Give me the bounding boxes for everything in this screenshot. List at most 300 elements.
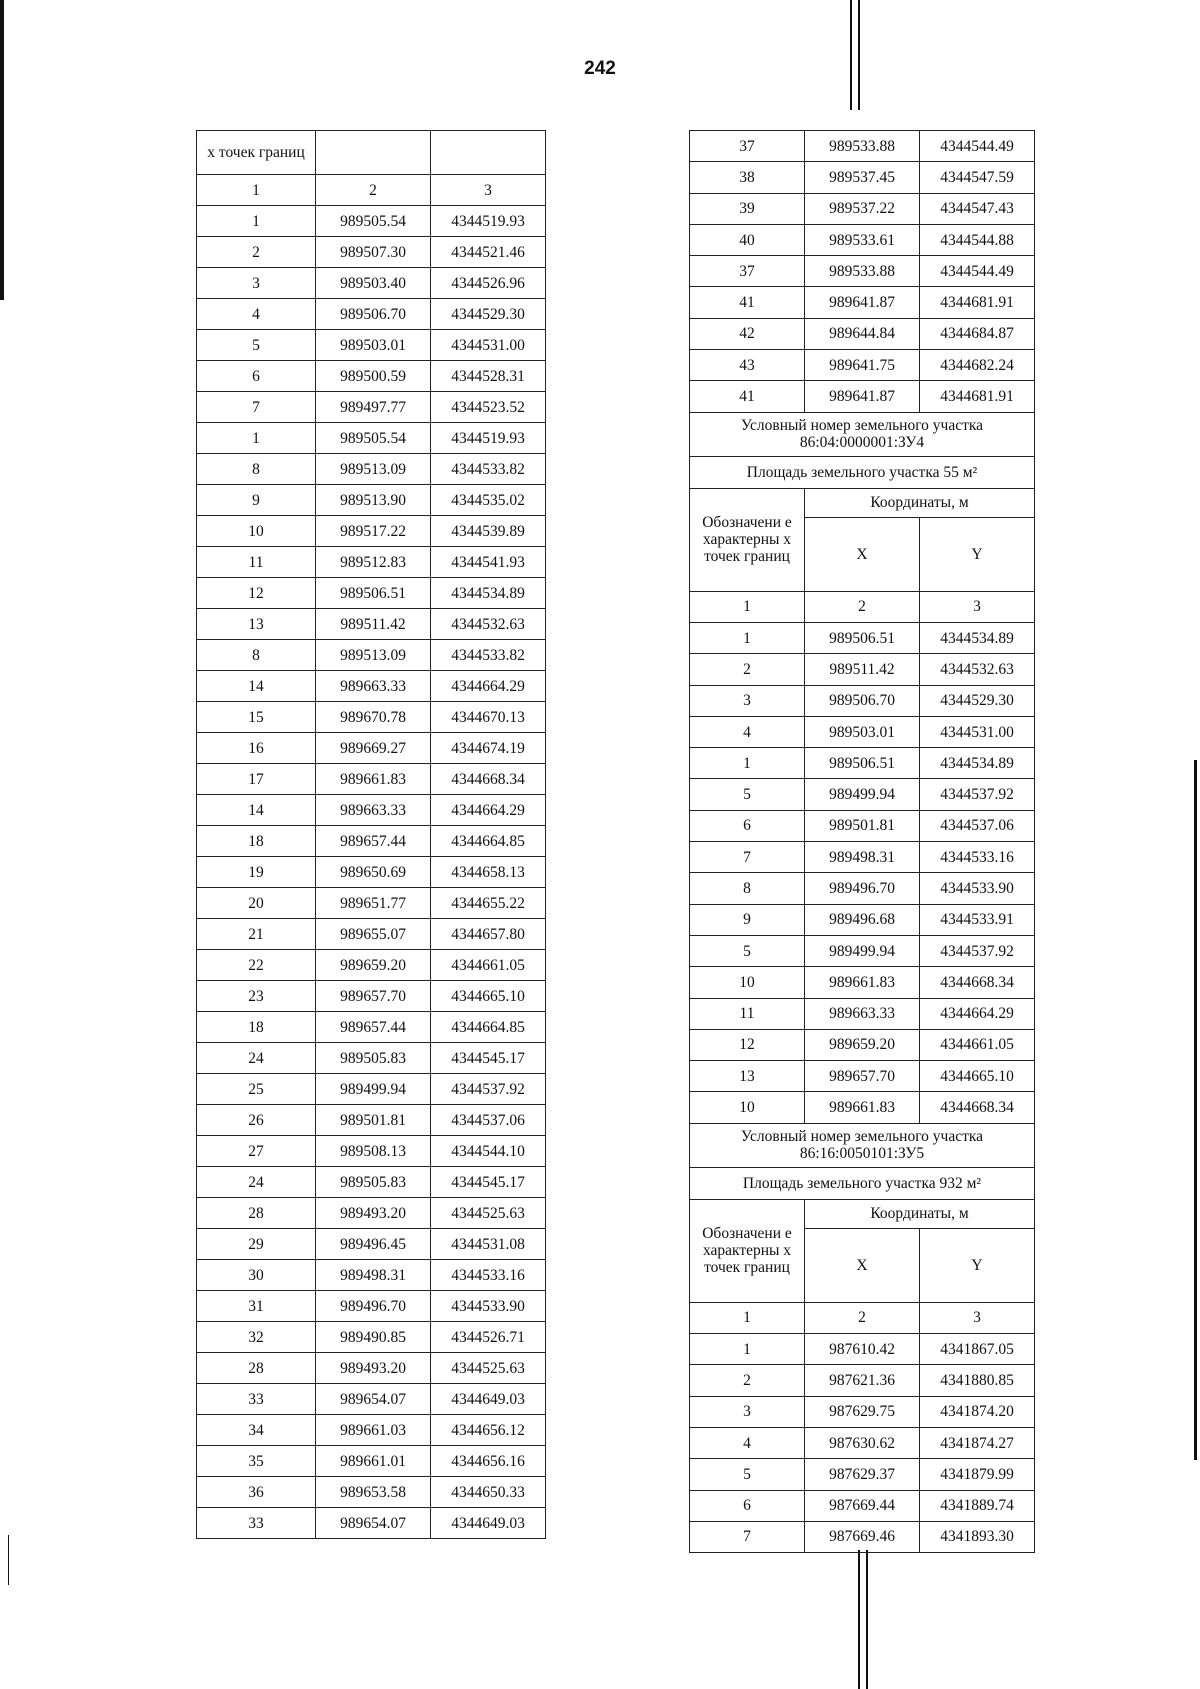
y-header-empty [431, 131, 546, 175]
point-number: 25 [197, 1074, 316, 1105]
table-row [197, 361, 546, 392]
table-row [690, 748, 1035, 779]
column-number: 1 [690, 591, 805, 622]
table-row [690, 350, 1035, 381]
point-number: 5 [690, 779, 805, 810]
x-coordinate: 989506.51 [316, 578, 431, 609]
y-coordinate: 4344532.63 [920, 654, 1035, 685]
y-coordinate: 4344533.90 [431, 1291, 546, 1322]
x-coordinate: 989641.75 [805, 350, 920, 381]
table-row [690, 1521, 1035, 1552]
parcel-area-row [690, 456, 1035, 488]
zu4-section-header [690, 412, 1035, 622]
point-designation-header: Обозначени е характерны х точек границ [690, 1199, 805, 1302]
x-coordinate: 989661.03 [316, 1415, 431, 1446]
table-row [197, 330, 546, 361]
x-coordinate: 989650.69 [316, 857, 431, 888]
point-number: 9 [197, 485, 316, 516]
table-row [197, 1415, 546, 1446]
table-row [690, 873, 1035, 904]
y-coordinate: 4341893.30 [920, 1521, 1035, 1552]
x-coordinate: 989496.70 [805, 873, 920, 904]
point-number: 4 [690, 1427, 805, 1458]
y-coordinate: 4344668.34 [920, 1092, 1035, 1123]
scan-binding-line [1194, 760, 1197, 1460]
x-coordinate: 989659.20 [805, 1029, 920, 1060]
table-row [197, 1105, 546, 1136]
y-coordinate: 4344531.00 [920, 716, 1035, 747]
table-row [197, 764, 546, 795]
y-coordinate: 4344649.03 [431, 1508, 546, 1539]
point-number: 6 [690, 1490, 805, 1521]
x-coordinate: 989496.70 [316, 1291, 431, 1322]
y-coordinate: 4344544.49 [920, 256, 1035, 287]
point-number: 4 [197, 299, 316, 330]
y-coordinate: 4344533.82 [431, 640, 546, 671]
y-coordinate: 4344537.92 [920, 935, 1035, 966]
table-row [690, 622, 1035, 653]
x-coordinate: 989657.70 [316, 981, 431, 1012]
x-coordinate: 989493.20 [316, 1353, 431, 1384]
table-row [690, 1029, 1035, 1060]
parcel-caption [690, 412, 1035, 456]
y-coordinate: 4344528.31 [431, 361, 546, 392]
parcel-area: Площадь земельного участка 932 м² [690, 1167, 1035, 1199]
point-number: 24 [197, 1043, 316, 1074]
y-coordinate: 4344544.49 [920, 131, 1035, 162]
x-coordinate: 987629.75 [805, 1396, 920, 1427]
y-coordinate: 4344545.17 [431, 1043, 546, 1074]
x-coordinate: 989506.70 [316, 299, 431, 330]
x-header: X [805, 517, 920, 591]
point-number: 38 [690, 162, 805, 193]
coordinates-header: Координаты, м [805, 1199, 1035, 1228]
y-coordinate: 4344533.16 [431, 1260, 546, 1291]
point-number: 36 [197, 1477, 316, 1508]
table-row [690, 1396, 1035, 1427]
point-number: 40 [690, 224, 805, 255]
x-coordinate: 989512.83 [316, 547, 431, 578]
x-coordinate: 989654.07 [316, 1508, 431, 1539]
x-coordinate: 989669.27 [316, 733, 431, 764]
x-coordinate: 989661.83 [805, 1092, 920, 1123]
point-number: 6 [197, 361, 316, 392]
scan-binding-line [858, 0, 860, 110]
y-coordinate: 4344664.29 [920, 998, 1035, 1029]
y-coordinate: 4341889.74 [920, 1490, 1035, 1521]
y-coordinate: 4344664.29 [431, 795, 546, 826]
y-coordinate: 4344532.63 [431, 609, 546, 640]
y-coordinate: 4344537.92 [920, 779, 1035, 810]
x-coordinate: 989661.83 [805, 967, 920, 998]
parcel-area: Площадь земельного участка 55 м² [690, 456, 1035, 488]
table-row [690, 904, 1035, 935]
y-coordinate: 4344665.10 [431, 981, 546, 1012]
right-top-rows [690, 131, 1035, 413]
x-coordinate: 987669.46 [805, 1521, 920, 1552]
x-coordinate: 989663.33 [316, 671, 431, 702]
parcel-cadastral-number: 86:16:0050101:ЗУ5 [799, 1145, 925, 1163]
zu5-rows [690, 1334, 1035, 1553]
x-coordinate: 989505.54 [316, 423, 431, 454]
table-row [197, 981, 546, 1012]
parcel-caption [690, 1123, 1035, 1167]
left-coordinates-table [196, 130, 546, 1539]
column-number-row [690, 591, 1035, 622]
point-number: 32 [197, 1322, 316, 1353]
y-coordinate: 4344661.05 [920, 1029, 1035, 1060]
y-coordinate: 4344537.06 [431, 1105, 546, 1136]
point-number: 6 [690, 810, 805, 841]
y-coordinate: 4344523.52 [431, 392, 546, 423]
x-coordinate: 989655.07 [316, 919, 431, 950]
point-number: 2 [690, 654, 805, 685]
y-coordinate: 4344541.93 [431, 547, 546, 578]
y-coordinate: 4344670.13 [431, 702, 546, 733]
table-row [197, 299, 546, 330]
parcel-area-row [690, 1167, 1035, 1199]
column-number: 3 [920, 591, 1035, 622]
point-number: 20 [197, 888, 316, 919]
x-coordinate: 989657.44 [316, 1012, 431, 1043]
y-coordinate: 4344533.90 [920, 873, 1035, 904]
table-row [197, 1043, 546, 1074]
table-row [197, 1446, 546, 1477]
column-number: 2 [805, 1302, 920, 1333]
x-coordinate: 989505.54 [316, 206, 431, 237]
x-coordinate: 989537.45 [805, 162, 920, 193]
table-row [197, 795, 546, 826]
point-number: 13 [690, 1061, 805, 1092]
scan-binding-line [8, 1535, 9, 1585]
table-row [197, 671, 546, 702]
table-row [197, 578, 546, 609]
y-coordinate: 4344531.00 [431, 330, 546, 361]
point-number: 10 [690, 967, 805, 998]
table-row [690, 810, 1035, 841]
y-coordinate: 4344664.85 [431, 826, 546, 857]
point-number: 1 [197, 423, 316, 454]
y-coordinate: 4344539.89 [431, 516, 546, 547]
point-number: 3 [690, 1396, 805, 1427]
point-number: 8 [197, 454, 316, 485]
x-coordinate: 989641.87 [805, 287, 920, 318]
y-coordinate: 4344529.30 [431, 299, 546, 330]
y-coordinate: 4344665.10 [920, 1061, 1035, 1092]
point-number: 10 [690, 1092, 805, 1123]
y-coordinate: 4344544.88 [920, 224, 1035, 255]
y-coordinate: 4344649.03 [431, 1384, 546, 1415]
table-row [690, 967, 1035, 998]
table-row [197, 454, 546, 485]
y-coordinate: 4344533.91 [920, 904, 1035, 935]
scan-binding-line [866, 1550, 868, 1689]
table-row [197, 485, 546, 516]
y-coordinate: 4344668.34 [431, 764, 546, 795]
point-number: 33 [197, 1508, 316, 1539]
x-coordinate: 989513.09 [316, 454, 431, 485]
coordinates-header: Координаты, м [805, 488, 1035, 517]
table-row [197, 1477, 546, 1508]
y-coordinate: 4344526.71 [431, 1322, 546, 1353]
x-coordinate: 989496.68 [805, 904, 920, 935]
x-coordinate: 989505.83 [316, 1043, 431, 1074]
y-coordinate: 4344525.63 [431, 1198, 546, 1229]
x-coordinate: 987669.44 [805, 1490, 920, 1521]
point-number: 30 [197, 1260, 316, 1291]
x-coordinate: 989663.33 [316, 795, 431, 826]
y-coordinate: 4341874.27 [920, 1427, 1035, 1458]
y-coordinate: 4341880.85 [920, 1365, 1035, 1396]
table-row [690, 716, 1035, 747]
table-row [690, 318, 1035, 349]
x-coordinate: 989499.94 [805, 935, 920, 966]
point-number: 39 [690, 193, 805, 224]
x-coordinate: 989670.78 [316, 702, 431, 733]
x-coordinate: 989499.94 [316, 1074, 431, 1105]
scan-binding-line [0, 0, 4, 300]
x-coordinate: 989657.44 [316, 826, 431, 857]
table-row [197, 392, 546, 423]
column-number: 1 [690, 1302, 805, 1333]
point-number: 2 [197, 237, 316, 268]
table-row [690, 654, 1035, 685]
point-number: 14 [197, 795, 316, 826]
point-number: 15 [197, 702, 316, 733]
x-coordinate: 989661.83 [316, 764, 431, 795]
point-number: 29 [197, 1229, 316, 1260]
point-number: 24 [197, 1167, 316, 1198]
column-number: 1 [197, 175, 316, 206]
y-header: Y [920, 517, 1035, 591]
x-coordinate: 989661.01 [316, 1446, 431, 1477]
x-coordinate: 989654.07 [316, 1384, 431, 1415]
x-coordinate: 989498.31 [316, 1260, 431, 1291]
x-coordinate: 989533.61 [805, 224, 920, 255]
x-coordinate: 989533.88 [805, 256, 920, 287]
point-number: 22 [197, 950, 316, 981]
x-coordinate: 989503.01 [805, 716, 920, 747]
point-number: 23 [197, 981, 316, 1012]
point-number: 41 [690, 381, 805, 412]
left-header-row [197, 131, 546, 175]
x-coordinate: 989651.77 [316, 888, 431, 919]
table-row [197, 516, 546, 547]
x-coordinate: 989513.90 [316, 485, 431, 516]
y-coordinate: 4344656.16 [431, 1446, 546, 1477]
x-coordinate: 989497.77 [316, 392, 431, 423]
page-number: 242 [584, 58, 616, 79]
scan-binding-line [850, 0, 852, 110]
point-number: 11 [197, 547, 316, 578]
column-number: 2 [805, 591, 920, 622]
x-coordinate: 989499.94 [805, 779, 920, 810]
y-coordinate: 4344674.19 [431, 733, 546, 764]
x-coordinate: 987629.37 [805, 1459, 920, 1490]
point-number: 37 [690, 131, 805, 162]
y-coordinate: 4344655.22 [431, 888, 546, 919]
y-coordinate: 4344547.43 [920, 193, 1035, 224]
y-coordinate: 4344521.46 [431, 237, 546, 268]
table-row [197, 547, 546, 578]
point-number: 7 [197, 392, 316, 423]
x-coordinate: 989511.42 [316, 609, 431, 640]
y-coordinate: 4344534.89 [431, 578, 546, 609]
x-coordinate: 989533.88 [805, 131, 920, 162]
y-coordinate: 4344534.89 [920, 622, 1035, 653]
table-row [690, 131, 1035, 162]
y-coordinate: 4341867.05 [920, 1334, 1035, 1365]
table-row [197, 206, 546, 237]
table-row [690, 1092, 1035, 1123]
point-number: 26 [197, 1105, 316, 1136]
table-row [690, 256, 1035, 287]
x-coordinate: 989537.22 [805, 193, 920, 224]
x-coordinate: 989496.45 [316, 1229, 431, 1260]
y-coordinate: 4344656.12 [431, 1415, 546, 1446]
y-coordinate: 4344537.92 [431, 1074, 546, 1105]
table-row [690, 779, 1035, 810]
x-coordinate: 989517.22 [316, 516, 431, 547]
point-number: 19 [197, 857, 316, 888]
point-number: 1 [690, 622, 805, 653]
parcel-cadastral-number: 86:04:0000001:ЗУ4 [799, 434, 925, 452]
y-coordinate: 4344519.93 [431, 206, 546, 237]
point-designation-header: Обозначени е характерны х точек границ [690, 488, 805, 591]
table-row [690, 842, 1035, 873]
y-coordinate: 4344661.05 [431, 950, 546, 981]
parcel-caption-line1: Условный номер земельного участка [740, 1128, 984, 1146]
point-number: 17 [197, 764, 316, 795]
table-row [197, 888, 546, 919]
parcel-caption-row [690, 412, 1035, 456]
point-number: 5 [690, 935, 805, 966]
y-coordinate: 4344664.29 [431, 671, 546, 702]
y-coordinate: 4344531.08 [431, 1229, 546, 1260]
table-row [197, 1384, 546, 1415]
y-header: Y [920, 1228, 1035, 1302]
point-number: 2 [690, 1365, 805, 1396]
table-row [690, 287, 1035, 318]
table-row [690, 1365, 1035, 1396]
column-number: 3 [920, 1302, 1035, 1333]
x-coordinate: 989511.42 [805, 654, 920, 685]
zu4-rows [690, 622, 1035, 1123]
point-number: 1 [690, 1334, 805, 1365]
table-row [197, 857, 546, 888]
point-number: 18 [197, 826, 316, 857]
table-row [197, 826, 546, 857]
point-number: 14 [197, 671, 316, 702]
y-coordinate: 4344533.16 [920, 842, 1035, 873]
table-row [690, 935, 1035, 966]
y-coordinate: 4344682.24 [920, 350, 1035, 381]
point-number: 1 [197, 206, 316, 237]
y-coordinate: 4344535.02 [431, 485, 546, 516]
x-coordinate: 989507.30 [316, 237, 431, 268]
table-row [197, 1322, 546, 1353]
y-coordinate: 4344664.85 [431, 1012, 546, 1043]
x-coordinate: 989503.01 [316, 330, 431, 361]
coordinates-header-row [690, 488, 1035, 517]
table-row [690, 162, 1035, 193]
y-coordinate: 4344547.59 [920, 162, 1035, 193]
table-row [690, 1427, 1035, 1458]
point-number: 7 [690, 1521, 805, 1552]
table-row [197, 950, 546, 981]
column-number: 3 [431, 175, 546, 206]
table-row [197, 733, 546, 764]
x-coordinate: 989513.09 [316, 640, 431, 671]
table-row [197, 1198, 546, 1229]
x-coordinate: 987630.62 [805, 1427, 920, 1458]
point-number: 9 [690, 904, 805, 935]
column-number-row [197, 175, 546, 206]
parcel-caption-line1: Условный номер земельного участка [740, 417, 984, 435]
point-number: 21 [197, 919, 316, 950]
table-row [197, 1260, 546, 1291]
point-number: 3 [690, 685, 805, 716]
y-coordinate: 4344545.17 [431, 1167, 546, 1198]
x-coordinate: 989501.81 [805, 810, 920, 841]
table-row [197, 268, 546, 299]
y-coordinate: 4344681.91 [920, 287, 1035, 318]
point-number: 5 [197, 330, 316, 361]
table-row [197, 423, 546, 454]
y-coordinate: 4344658.13 [431, 857, 546, 888]
x-coordinate: 989505.83 [316, 1167, 431, 1198]
table-row [197, 919, 546, 950]
x-coordinate: 989500.59 [316, 361, 431, 392]
y-coordinate: 4341879.99 [920, 1459, 1035, 1490]
y-coordinate: 4344537.06 [920, 810, 1035, 841]
x-coordinate: 989653.58 [316, 1477, 431, 1508]
x-coordinate: 989490.85 [316, 1322, 431, 1353]
table-row [690, 224, 1035, 255]
x-coordinate: 989501.81 [316, 1105, 431, 1136]
table-row [197, 237, 546, 268]
point-number: 28 [197, 1353, 316, 1384]
point-number: 13 [197, 609, 316, 640]
y-coordinate: 4344529.30 [920, 685, 1035, 716]
point-number: 16 [197, 733, 316, 764]
y-coordinate: 4341874.20 [920, 1396, 1035, 1427]
y-coordinate: 4344681.91 [920, 381, 1035, 412]
x-coordinate: 989644.84 [805, 318, 920, 349]
x-coordinate: 989641.87 [805, 381, 920, 412]
x-header-empty [316, 131, 431, 175]
y-coordinate: 4344684.87 [920, 318, 1035, 349]
table-row [197, 1229, 546, 1260]
point-number: 8 [197, 640, 316, 671]
table-row [690, 685, 1035, 716]
point-number: 42 [690, 318, 805, 349]
y-coordinate: 4344525.63 [431, 1353, 546, 1384]
parcel-caption-row [690, 1123, 1035, 1167]
y-coordinate: 4344534.89 [920, 748, 1035, 779]
y-coordinate: 4344526.96 [431, 268, 546, 299]
table-row [197, 1167, 546, 1198]
y-coordinate: 4344668.34 [920, 967, 1035, 998]
table-row [197, 1291, 546, 1322]
x-coordinate: 989508.13 [316, 1136, 431, 1167]
point-number: 33 [197, 1384, 316, 1415]
point-number: 10 [197, 516, 316, 547]
table-row [197, 1508, 546, 1539]
left-table-body [197, 131, 546, 1539]
x-coordinate: 989657.70 [805, 1061, 920, 1092]
x-coordinate: 989506.51 [805, 748, 920, 779]
